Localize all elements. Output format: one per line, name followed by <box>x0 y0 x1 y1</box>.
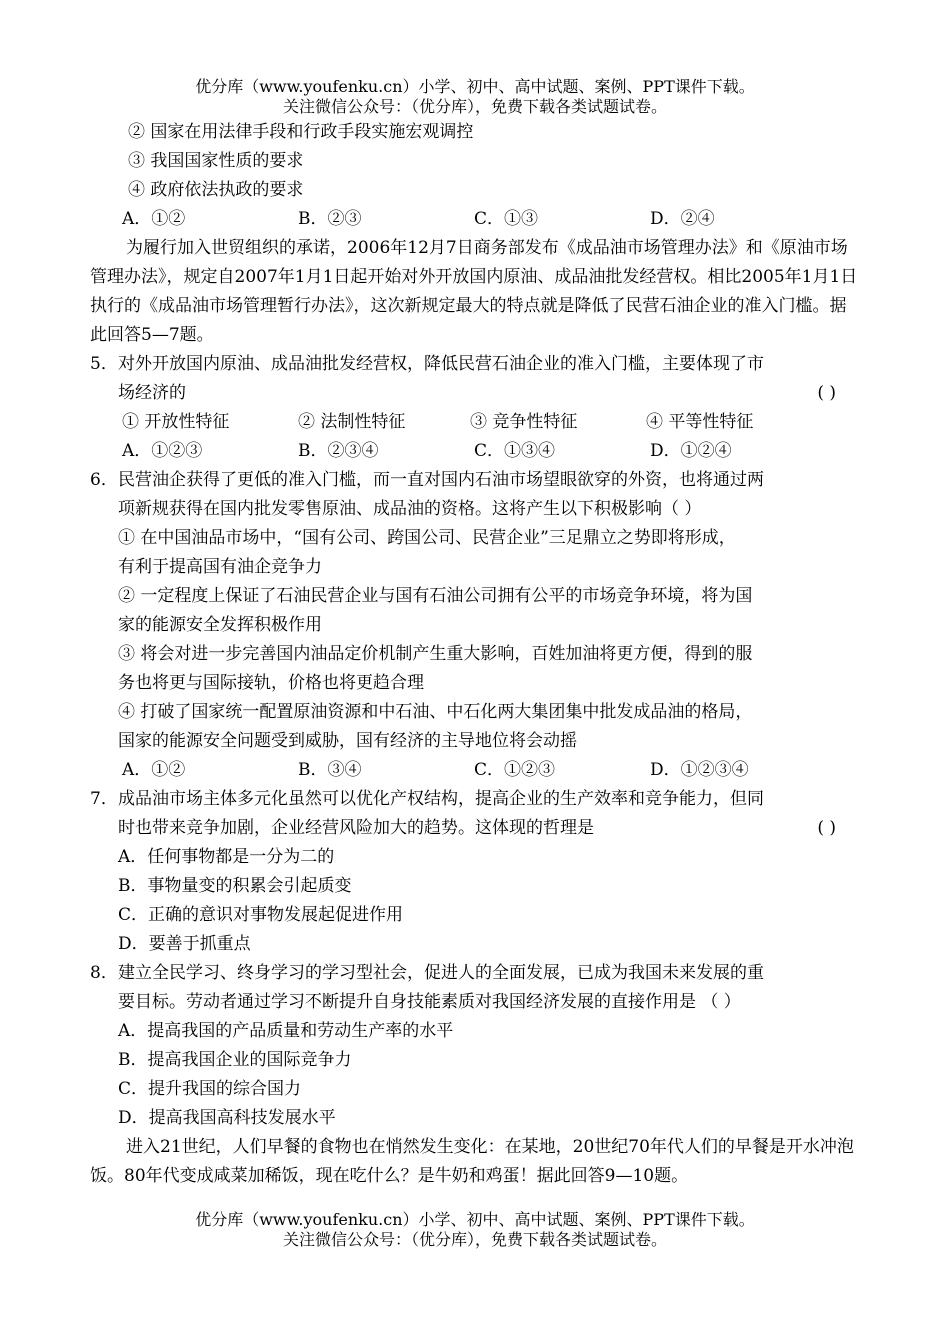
q5-item-3: ③ 竞争性特征 <box>470 412 578 432</box>
q8-option-c: C．提升我国的综合国力 <box>118 1079 302 1099</box>
q7-stem-line-1: 成品油市场主体多元化虽然可以优化产权结构，提高企业的生产效率和竞争能力，但同 <box>118 789 764 809</box>
q4-item-3: ③ 我国国家性质的要求 <box>128 151 304 171</box>
q4-item-4: ④ 政府依法执政的要求 <box>128 180 304 200</box>
q5-stem-line-2: 场经济的 <box>118 383 186 403</box>
q5-option-c: C．①③④ <box>474 441 556 461</box>
q6-item-4-line-1: ④ 打破了国家统一配置原油资源和中石油、中石化两大集团集中批发成品油的格局， <box>118 702 753 722</box>
header-line-1: 优分库（www.youfenku.cn）小学、初中、高中试题、案例、PPT课件下载。 <box>195 77 755 96</box>
question-6 <box>90 466 862 524</box>
q5-item-1: ① 开放性特征 <box>122 412 230 432</box>
q8-option-d: D．提高我国高科技发展水平 <box>118 1108 336 1128</box>
q7-option-a: A．任何事物都是一分为二的 <box>118 847 335 867</box>
q6-option-a: A．①② <box>122 760 186 780</box>
q6-item-1-line-1: ① 在中国油品市场中，“国有公司、跨国公司、民营企业”三足鼎立之势即将形成， <box>118 528 736 548</box>
q6-option-c: C．①②③ <box>474 760 556 780</box>
q6-item-2-line-1: ② 一定程度上保证了石油民营企业与国有石油公司拥有公平的市场竞争环境，将为国 <box>118 586 753 606</box>
q8-stem-line-1: 建立全民学习、终身学习的学习型社会，促进人的全面发展，已成为我国未来发展的重 <box>118 963 764 983</box>
q8-option-a: A．提高我国的产品质量和劳动生产率的水平 <box>118 1021 454 1041</box>
q6-item-1-line-2: 有利于提高国有油企竞争力 <box>118 557 322 577</box>
q6-item-3-line-1: ③ 将会对进一步完善国内油品定价机制产生重大影响，百姓加油将更方便，得到的服 <box>118 644 753 664</box>
q6-item-3-line-2: 务也将更与国际接轨，价格也将更趋合理 <box>118 673 424 693</box>
question-4-tail <box>90 118 862 234</box>
q5-option-d: D．①②④ <box>650 441 732 461</box>
q7-option-b: B．事物量变的积累会引起质变 <box>118 876 352 896</box>
q6-stem-line-2: 项新规获得在国内批发零售原油、成品油的资格。这将产生以下积极影响（ ） <box>118 499 702 519</box>
q6-options <box>90 756 862 785</box>
q4-item-2: ② 国家在用法律手段和行政手段实施宏观调控 <box>128 122 474 142</box>
q8-number: 8． <box>90 963 118 983</box>
question-8 <box>90 959 862 1017</box>
q8-options <box>90 1017 862 1133</box>
q6-item-4-line-2: 国家的能源安全问题受到威胁，国有经济的主导地位将会动摇 <box>118 731 577 751</box>
q5-option-b: B．②③④ <box>298 441 379 461</box>
q8-stem-line-2: 要目标。劳动者通过学习不断提升自身技能素质对我国经济发展的直接作用是 （ ） <box>118 992 741 1012</box>
q5-items <box>90 408 862 437</box>
question-7 <box>90 785 862 843</box>
q7-answer-paren: ( ) <box>817 818 836 838</box>
footer-line-2: 关注微信公众号：（优分库），免费下载各类试题试卷。 <box>282 1230 667 1249</box>
q7-number: 7． <box>90 789 118 809</box>
q4-option-d: D．②④ <box>650 209 715 229</box>
q5-options <box>90 437 862 466</box>
q6-number: 6． <box>90 470 118 490</box>
q5-stem-line-1: 对外开放国内原油、成品油批发经营权，降低民营石油企业的准入门槛，主要体现了市 <box>118 354 764 374</box>
q7-option-c: C．正确的意识对事物发展起促进作用 <box>118 905 404 925</box>
q5-answer-paren: ( ) <box>817 383 836 403</box>
q6-item-2-line-2: 家的能源安全发挥积极作用 <box>118 615 322 635</box>
page-header <box>0 77 950 117</box>
header-line-2: 关注微信公众号：（优分库），免费下载各类试题试卷。 <box>282 97 667 116</box>
page-footer <box>0 1210 950 1250</box>
passage-2: 进入21世纪，人们早餐的食物也在悄然发生变化：在某地，20世纪70年代人们的早餐是开水冲泡饭。80年代变成咸菜加稀饭，现在吃什么？是牛奶和鸡蛋！据此回答9—10题。 <box>90 1137 854 1186</box>
q7-option-d: D．要善于抓重点 <box>118 934 251 954</box>
page-content <box>90 118 862 1191</box>
q7-stem-line-2: 时也带来竞争加剧，企业经营风险加大的趋势。这体现的哲理是 <box>118 818 594 838</box>
q6-option-b: B．③④ <box>298 760 362 780</box>
q4-option-b: B．②③ <box>298 209 362 229</box>
q6-items <box>90 524 862 756</box>
q4-option-a: A．①② <box>122 209 186 229</box>
q4-options <box>90 205 862 234</box>
q7-options <box>90 843 862 959</box>
passage-1: 为履行加入世贸组织的承诺，2006年12月7日商务部发布《成品油市场管理办法》和《原油市场管理办法》，规定自2007年1月1日起开始对外开放国内原油、成品油批发经营权。相比2005年1月1日执行的《成品油市场管理暂行办法》，这次新规定最大的特点就是降低了民营石油企业的准入门槛。据此回答5—7题。 <box>90 238 858 345</box>
q6-option-d: D．①②③④ <box>650 760 749 780</box>
footer-line-1: 优分库（www.youfenku.cn）小学、初中、高中试题、案例、PPT课件下载。 <box>195 1210 755 1229</box>
q8-option-b: B．提高我国企业的国际竞争力 <box>118 1050 352 1070</box>
q5-option-a: A．①②③ <box>122 441 203 461</box>
q5-item-2: ② 法制性特征 <box>298 412 406 432</box>
q4-option-c: C．①③ <box>474 209 539 229</box>
q5-number: 5． <box>90 354 118 374</box>
question-5 <box>90 350 862 408</box>
q5-item-4: ④ 平等性特征 <box>646 412 754 432</box>
q6-stem-line-1: 民营油企获得了更低的准入门槛，而一直对国内石油市场望眼欲穿的外资，也将通过两 <box>118 470 764 490</box>
